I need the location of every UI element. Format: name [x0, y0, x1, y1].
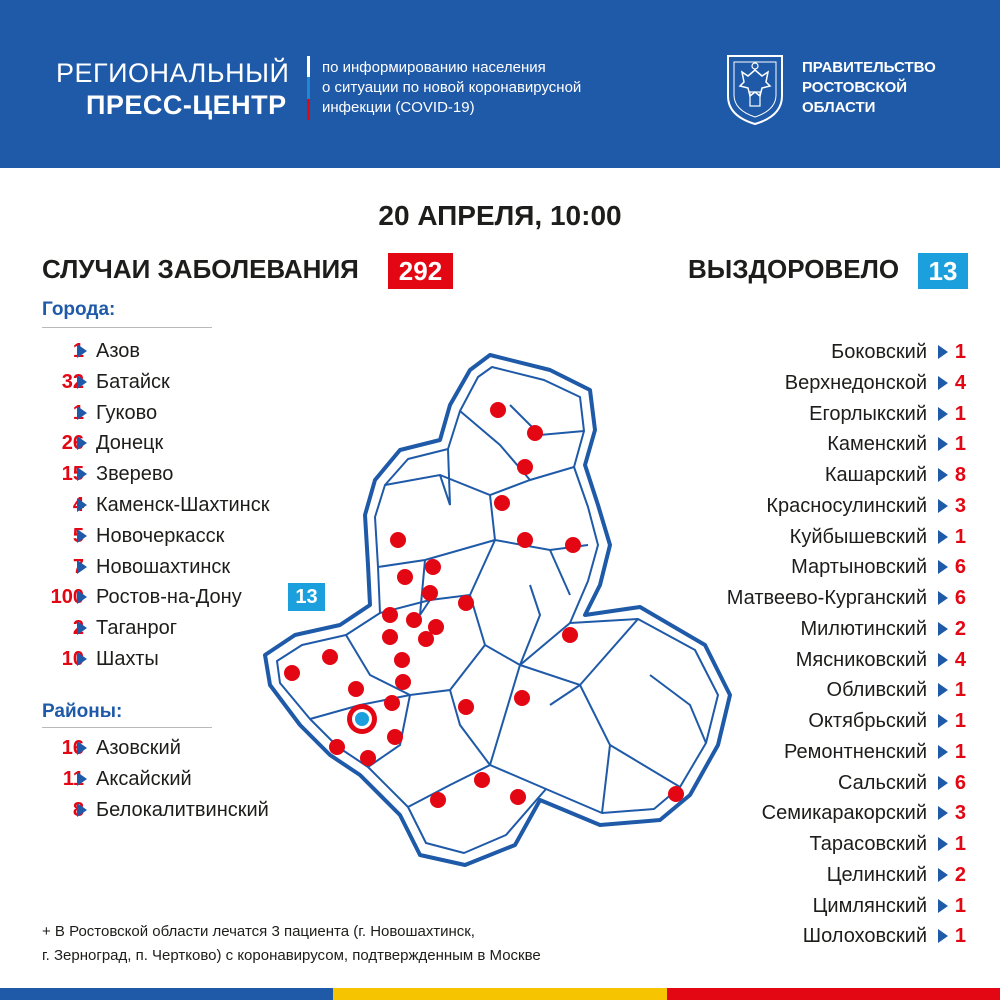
district-name: Мартыновский — [791, 556, 927, 579]
cases-total-badge: 292 — [388, 253, 453, 289]
header-banner — [0, 0, 1000, 168]
bottom-bar-yellow — [333, 988, 666, 1000]
region-map — [250, 345, 740, 875]
district-name: Шолоховский — [802, 925, 927, 948]
triangle-right-icon — [77, 436, 87, 450]
case-count: 8 — [954, 464, 966, 486]
triangle-right-icon — [938, 345, 948, 359]
outbreak-marker — [322, 649, 338, 665]
bottom-bar-red — [667, 988, 1000, 1000]
case-count: 1 — [954, 433, 966, 456]
outbreak-marker — [527, 425, 543, 441]
outbreak-marker — [394, 652, 410, 668]
cities-divider — [42, 327, 212, 328]
triangle-right-icon — [938, 899, 948, 913]
footnote — [42, 920, 541, 968]
gov-line2: РОСТОВСКОЙ — [802, 79, 908, 96]
gov-line3: ОБЛАСТИ — [802, 99, 876, 116]
case-count: 3 — [954, 494, 966, 517]
triangle-right-icon — [938, 407, 948, 421]
header-desc-line2: о ситуации по новой коронавирусной — [322, 79, 582, 96]
recovered-total-badge: 13 — [918, 253, 968, 289]
footnote-line1: + В Ростовской области лечатся 3 пациента (г. Новошахтинск, — [42, 923, 475, 940]
district-name: Красносулинский — [766, 494, 927, 517]
triangle-right-icon — [938, 376, 948, 390]
district-name: Мясниковский — [795, 648, 927, 671]
district-name: Егорлыкский — [809, 402, 927, 425]
outbreak-marker — [458, 699, 474, 715]
district-name: Сальский — [838, 771, 927, 794]
district-name: Каменский — [827, 433, 927, 456]
district-name: Октябрьский — [808, 710, 927, 732]
locality-name: Таганрог — [96, 617, 178, 640]
header-title-line1: РЕГИОНАЛЬНЫЙ — [56, 58, 290, 88]
case-count: 4 — [954, 648, 966, 671]
outbreak-marker — [517, 459, 533, 475]
triangle-right-icon — [938, 683, 948, 697]
outbreak-marker — [494, 495, 510, 511]
district-name: Куйбышевский — [789, 525, 927, 548]
triangle-right-icon — [77, 803, 87, 817]
region-map-svg — [250, 345, 740, 875]
triangle-right-icon — [938, 868, 948, 882]
locality-name: Азовский — [96, 737, 181, 759]
district-name: Кашарский — [824, 464, 927, 486]
list-item — [560, 921, 970, 951]
outbreak-marker — [514, 690, 530, 706]
triangle-right-icon — [77, 560, 87, 574]
case-count: 1 — [954, 894, 966, 917]
district-name: Обливский — [826, 679, 927, 702]
triangle-right-icon — [938, 622, 948, 636]
case-count: 1 — [954, 833, 966, 855]
region-outline-outer — [265, 355, 730, 865]
outbreak-marker — [668, 786, 684, 802]
case-count: 32 — [61, 370, 84, 393]
case-count: 2 — [954, 863, 966, 886]
case-count: 1 — [72, 340, 84, 362]
cases-label: СЛУЧАИ ЗАБОЛЕВАНИЯ — [42, 254, 359, 284]
outbreak-marker — [384, 695, 400, 711]
outbreak-marker — [565, 537, 581, 553]
triangle-right-icon — [77, 621, 87, 635]
case-count: 1 — [72, 401, 84, 424]
case-count: 2 — [72, 617, 84, 640]
triangle-right-icon — [77, 375, 87, 389]
triangle-right-icon — [938, 468, 948, 482]
district-name: Милютинский — [800, 617, 927, 640]
outbreak-marker — [425, 559, 441, 575]
cities-heading: Города: — [42, 299, 116, 320]
case-count: 1 — [954, 710, 966, 732]
outbreak-marker — [406, 612, 422, 628]
case-count: 8 — [72, 798, 84, 821]
districts-divider — [42, 727, 212, 728]
list-item — [560, 891, 970, 921]
triangle-right-icon — [938, 560, 948, 574]
case-count: 1 — [954, 341, 966, 363]
case-count: 6 — [954, 771, 966, 794]
case-count: 2 — [954, 617, 966, 640]
triangle-right-icon — [77, 467, 87, 481]
outbreak-marker — [562, 627, 578, 643]
case-count: 1 — [954, 525, 966, 548]
outbreak-marker — [395, 674, 411, 690]
district-name: Целинский — [826, 863, 927, 886]
triangle-right-icon — [77, 590, 87, 604]
triangle-right-icon — [938, 591, 948, 605]
recovered-badge: 13 — [288, 583, 325, 611]
district-name: Боковский — [831, 341, 927, 363]
case-count: 1 — [954, 679, 966, 702]
triangle-right-icon — [938, 714, 948, 728]
outbreak-marker — [397, 569, 413, 585]
triangle-right-icon — [77, 741, 87, 755]
outbreak-marker — [517, 532, 533, 548]
header-description — [322, 58, 581, 118]
locality-name: Новошахтинск — [96, 555, 231, 578]
triangle-right-icon — [77, 529, 87, 543]
header-desc-line1: по информированию населения — [322, 59, 546, 76]
triangle-right-icon — [77, 772, 87, 786]
locality-name: Зверево — [96, 463, 174, 486]
locality-name: Шахты — [96, 648, 159, 670]
case-count: 100 — [50, 586, 84, 609]
outbreak-marker — [382, 629, 398, 645]
footnote-line2: г. Зерноград, п. Чертково) с коронавирусом, подтвержденным в Москве — [42, 947, 541, 964]
outbreak-marker — [348, 681, 364, 697]
district-name: Матвеево-Курганский — [726, 587, 927, 609]
case-count: 6 — [954, 587, 966, 609]
district-name: Семикаракорский — [761, 802, 927, 825]
outbreak-marker — [458, 595, 474, 611]
triangle-right-icon — [938, 653, 948, 667]
case-count: 4 — [72, 494, 84, 516]
outbreak-marker — [490, 402, 506, 418]
district-name: Цимлянский — [812, 894, 927, 917]
triangle-right-icon — [938, 929, 948, 943]
header-title-line2: ПРЕСС-ЦЕНТР — [86, 90, 287, 120]
recovered-label: ВЫЗДОРОВЕЛО — [688, 254, 900, 284]
triangle-right-icon — [77, 652, 87, 666]
locality-name: Аксайский — [96, 767, 192, 790]
outbreak-marker — [422, 585, 438, 601]
district-name: Тарасовский — [809, 833, 927, 855]
outbreak-marker — [284, 665, 300, 681]
triangle-right-icon — [77, 498, 87, 512]
triangle-right-icon — [938, 530, 948, 544]
case-count: 6 — [954, 556, 966, 579]
outbreak-marker — [474, 772, 490, 788]
case-count: 3 — [954, 802, 966, 825]
government-name — [802, 58, 936, 118]
triangle-right-icon — [938, 499, 948, 513]
case-count: 16 — [61, 737, 84, 759]
case-count: 15 — [61, 463, 84, 486]
triangle-right-icon — [77, 344, 87, 358]
header-desc-line3: инфекции (COVID-19) — [322, 99, 475, 116]
locality-name: Батайск — [96, 370, 170, 393]
rostov-recovered-marker — [355, 712, 369, 726]
triangle-right-icon — [938, 837, 948, 851]
outbreak-marker — [329, 739, 345, 755]
outbreak-marker — [390, 532, 406, 548]
outbreak-marker — [360, 750, 376, 766]
case-count: 4 — [954, 371, 966, 394]
triangle-right-icon — [938, 806, 948, 820]
case-count: 7 — [72, 555, 84, 578]
district-name: Ремонтненский — [784, 740, 927, 763]
locality-name: Каменск-Шахтинск — [96, 494, 270, 516]
case-count: 5 — [72, 524, 84, 547]
locality-name: Новочеркасск — [96, 524, 225, 547]
outbreak-marker — [418, 631, 434, 647]
case-count: 1 — [954, 402, 966, 425]
outbreak-marker — [387, 729, 403, 745]
bottom-bar-blue — [0, 988, 333, 1000]
case-count: 26 — [61, 432, 84, 455]
triangle-right-icon — [77, 406, 87, 420]
case-count: 10 — [61, 648, 84, 670]
case-count: 1 — [954, 925, 966, 948]
gov-line1: ПРАВИТЕЛЬСТВО — [802, 59, 936, 76]
coat-of-arms-icon — [722, 52, 788, 126]
report-date: 20 АПРЕЛЯ, 10:00 — [378, 200, 622, 231]
outbreak-marker — [430, 792, 446, 808]
triangle-right-icon — [938, 776, 948, 790]
locality-name: Донецк — [96, 432, 164, 455]
locality-name: Азов — [96, 340, 141, 362]
districts-heading: Районы: — [42, 701, 123, 722]
triangle-right-icon — [938, 437, 948, 451]
locality-name: Белокалитвинский — [96, 798, 269, 821]
locality-name: Гуково — [96, 401, 158, 424]
bottom-color-bar — [0, 988, 1000, 1000]
case-count: 11 — [62, 767, 84, 790]
header-tricolor-divider — [307, 56, 310, 120]
locality-name: Ростов-на-Дону — [96, 586, 242, 609]
triangle-right-icon — [938, 745, 948, 759]
case-count: 1 — [954, 740, 966, 763]
outbreak-marker — [382, 607, 398, 623]
district-name: Верхнедонской — [784, 371, 927, 394]
outbreak-marker — [510, 789, 526, 805]
